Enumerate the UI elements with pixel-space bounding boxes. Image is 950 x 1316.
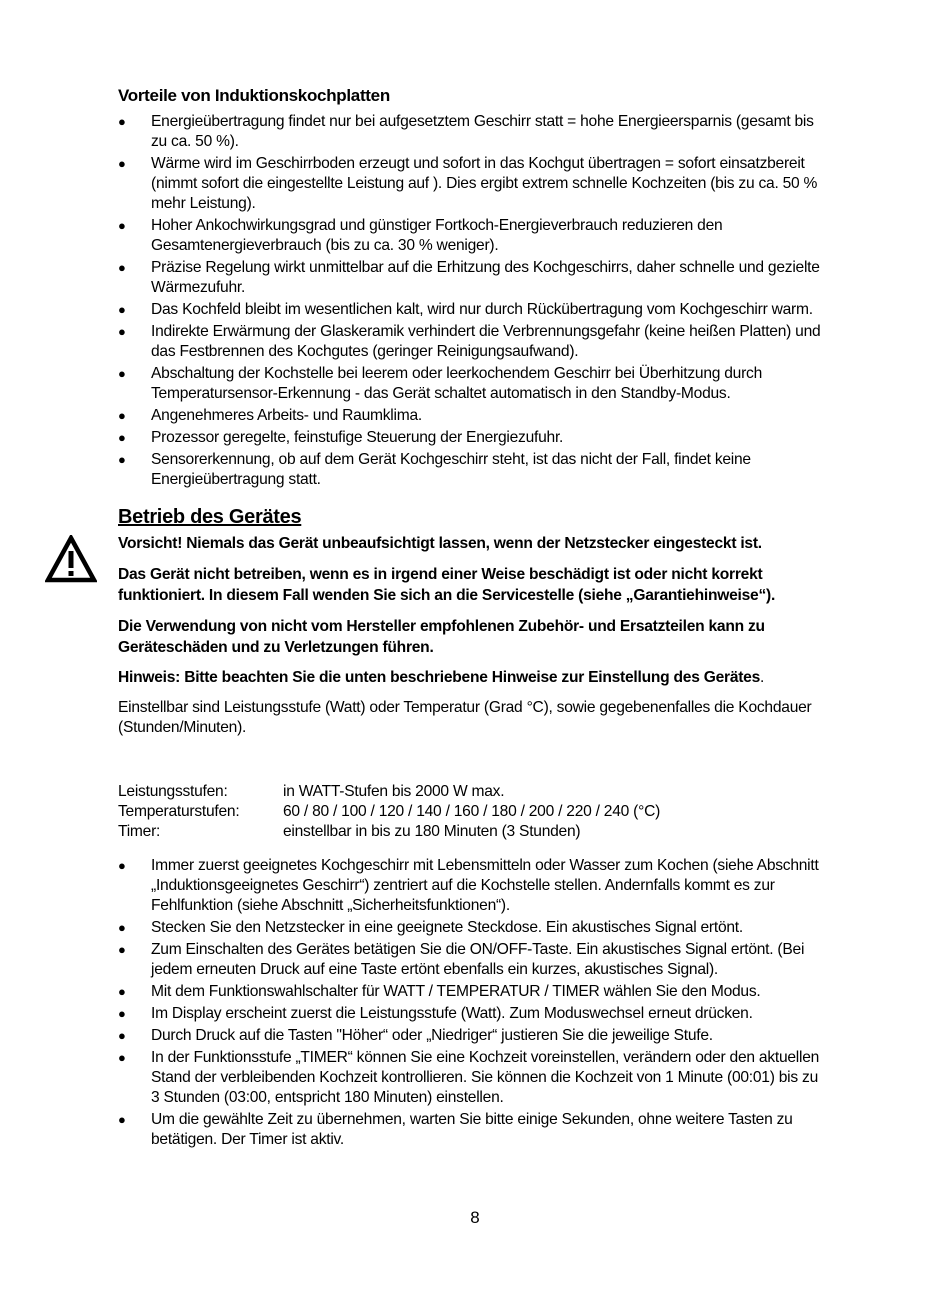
step-item-text: Stecken Sie den Netzstecker in eine geeignete Steckdose. Ein akustisches Signal ertönt. bbox=[151, 919, 743, 936]
step-item bbox=[118, 940, 828, 980]
warning-triangle-icon bbox=[45, 535, 97, 583]
bullet-icon: ● bbox=[118, 452, 126, 467]
advantage-item bbox=[118, 322, 828, 362]
advantage-item bbox=[118, 406, 828, 426]
adjustable-text: Einstellbar sind Leistungsstufe (Watt) oder Temperatur (Grad °C), sowie gegebenenfalles die Kochdauer (Stunden/Minuten). bbox=[118, 699, 812, 736]
bullet-icon: ● bbox=[118, 1006, 126, 1021]
spec-value: einstellbar in bis zu 180 Minuten (3 Stunden) bbox=[283, 823, 581, 840]
bullet-icon: ● bbox=[118, 942, 126, 957]
spec-table bbox=[118, 782, 828, 842]
advantage-item bbox=[118, 364, 828, 404]
spec-label: Leistungsstufen: bbox=[118, 783, 228, 800]
spec-label: Timer: bbox=[118, 823, 161, 840]
step-item bbox=[118, 1110, 828, 1150]
advantages-heading: Vorteile von Induktionskochplatten bbox=[118, 86, 390, 105]
bullet-icon: ● bbox=[118, 1112, 126, 1127]
advantage-item-text: Angenehmeres Arbeits- und Raumklima. bbox=[151, 407, 422, 424]
step-item bbox=[118, 918, 828, 938]
advantage-item-text: Sensorerkennung, ob auf dem Gerät Kochgeschirr steht, ist das nicht der Fall, findet keine Energieübertragung statt. bbox=[151, 451, 751, 488]
spec-row bbox=[118, 822, 828, 842]
bullet-icon: ● bbox=[118, 858, 126, 873]
accessories-warning-text: Die Verwendung von nicht vom Hersteller empfohlenen Zubehör- und Ersatzteilen kann zu Geräteschäden und zu Verletzungen führen. bbox=[118, 618, 765, 656]
step-item bbox=[118, 856, 828, 916]
advantage-item-text: Hoher Ankochwirkungsgrad und günstiger Fortkoch-Energieverbrauch reduzieren den Gesamtenergieverbrauch (bis zu ca. 30 % weniger). bbox=[151, 217, 723, 254]
step-item-text: Im Display erscheint zuerst die Leistungsstufe (Watt). Zum Moduswechsel erneut drücken. bbox=[151, 1005, 753, 1022]
advantage-item bbox=[118, 216, 828, 256]
spec-row bbox=[118, 802, 828, 822]
bullet-icon: ● bbox=[118, 260, 126, 275]
advantage-item-text: Wärme wird im Geschirrboden erzeugt und sofort in das Kochgut übertragen = sofort einsatzbereit (nimmt sofort die eingestellte Leistung auf ). Dies ergibt extrem schnelle Kochzeiten (bis zu ca. 50 % mehr Leistung). bbox=[151, 155, 818, 212]
bullet-icon: ● bbox=[118, 114, 126, 129]
advantage-item bbox=[118, 154, 828, 214]
bullet-icon: ● bbox=[118, 156, 126, 171]
note-paragraph bbox=[118, 668, 828, 688]
advantage-item-text: Das Kochfeld bleibt im wesentlichen kalt, wird nur durch Rückübertragung vom Kochgeschirr warm. bbox=[151, 301, 813, 318]
operation-steps-list bbox=[118, 856, 828, 1150]
step-item-text: Immer zuerst geeignetes Kochgeschirr mit Lebensmitteln oder Wasser zum Kochen (siehe Abschnitt „Induktionsgeeignetes Geschirr“) zentriert auf die Kochstelle stellen. Andernfalls kommt es zur Fehlfunktion (siehe Abschnitt „Sicherheitsfunktionen“). bbox=[151, 857, 819, 914]
spec-row bbox=[118, 782, 828, 802]
advantage-item bbox=[118, 300, 828, 320]
bullet-icon: ● bbox=[118, 302, 126, 317]
caution-text: Vorsicht! Niemals das Gerät unbeaufsichtigt lassen, wenn der Netzstecker eingesteckt ist. bbox=[118, 535, 762, 552]
warning-block bbox=[118, 533, 828, 554]
step-item-text: Mit dem Funktionswahlschalter für WATT / TEMPERATUR / TIMER wählen Sie den Modus. bbox=[151, 983, 761, 1000]
step-item-text: Durch Druck auf die Tasten "Höher“ oder „Niedriger“ justieren Sie die jeweilige Stufe. bbox=[151, 1027, 713, 1044]
step-item bbox=[118, 1004, 828, 1024]
bullet-icon: ● bbox=[118, 324, 126, 339]
bullet-icon: ● bbox=[118, 1050, 126, 1065]
bullet-icon: ● bbox=[118, 984, 126, 999]
step-item-text: In der Funktionsstufe „TIMER“ können Sie eine Kochzeit voreinstellen, verändern oder den aktuellen Stand der verbleibenden Kochzeit kontrollieren. Sie können die Kochzeit von 1 Minute (00:01) bis zu 3 Stunden (03:00, entspricht 180 Minuten) einstellen. bbox=[151, 1049, 820, 1106]
note-text: Hinweis: Bitte beachten Sie die unten beschriebene Hinweise zur Einstellung des Gerätes bbox=[118, 669, 761, 686]
advantage-item-text: Präzise Regelung wirkt unmittelbar auf die Erhitzung des Kochgeschirrs, daher schnelle und gezielte Wärmezufuhr. bbox=[151, 259, 820, 296]
damage-warning-text: Das Gerät nicht betreiben, wenn es in irgend einer Weise beschädigt ist oder nicht korrekt funktioniert. In diesem Fall wenden Sie sich an die Servicestelle (siehe „Garantiehinweise“). bbox=[118, 566, 776, 604]
page-number: 8 bbox=[470, 1208, 480, 1227]
step-item bbox=[118, 1048, 828, 1108]
page-content bbox=[118, 86, 828, 1152]
step-item-text: Zum Einschalten des Gerätes betätigen Sie die ON/OFF-Taste. Ein akustisches Signal ertönt. (Bei jedem erneuten Druck auf eine Taste ertönt ebenfalls ein kurzes, akustisches Signal). bbox=[151, 941, 805, 978]
bullet-icon: ● bbox=[118, 1028, 126, 1043]
bullet-icon: ● bbox=[118, 430, 126, 445]
spec-value: 60 / 80 / 100 / 120 / 140 / 160 / 180 / 200 / 220 / 240 (°C) bbox=[283, 803, 661, 820]
step-item-text: Um die gewählte Zeit zu übernehmen, warten Sie bitte einige Sekunden, ohne weitere Tasten zu betätigen. Der Timer ist aktiv. bbox=[151, 1111, 793, 1148]
bullet-icon: ● bbox=[118, 920, 126, 935]
spec-label: Temperaturstufen: bbox=[118, 803, 240, 820]
note-period: . bbox=[760, 669, 765, 686]
advantage-item bbox=[118, 258, 828, 298]
advantages-list bbox=[118, 112, 828, 490]
step-item bbox=[118, 982, 828, 1002]
step-item bbox=[118, 1026, 828, 1046]
bullet-icon: ● bbox=[118, 366, 126, 381]
bullet-icon: ● bbox=[118, 408, 126, 423]
advantage-item-text: Prozessor geregelte, feinstufige Steuerung der Energiezufuhr. bbox=[151, 429, 564, 446]
advantage-item-text: Indirekte Erwärmung der Glaskeramik verhindert die Verbrennungsgefahr (keine heißen Platten) und das Festbrennen des Kochgutes (geringer Reinigungsaufwand). bbox=[151, 323, 821, 360]
bullet-icon: ● bbox=[118, 218, 126, 233]
operation-heading: Betrieb des Gerätes bbox=[118, 506, 302, 528]
advantage-item bbox=[118, 428, 828, 448]
advantage-item bbox=[118, 112, 828, 152]
advantage-item bbox=[118, 450, 828, 490]
advantage-item-text: Abschaltung der Kochstelle bei leerem oder leerkochendem Geschirr bei Überhitzung durch Temperatursensor-Erkennung - das Gerät schaltet automatisch in den Standby-Modus. bbox=[151, 365, 763, 402]
advantage-item-text: Energieübertragung findet nur bei aufgesetztem Geschirr statt = hohe Energieersparnis (gesamt bis zu ca. 50 %). bbox=[151, 113, 814, 150]
spec-value: in WATT-Stufen bis 2000 W max. bbox=[283, 783, 505, 800]
